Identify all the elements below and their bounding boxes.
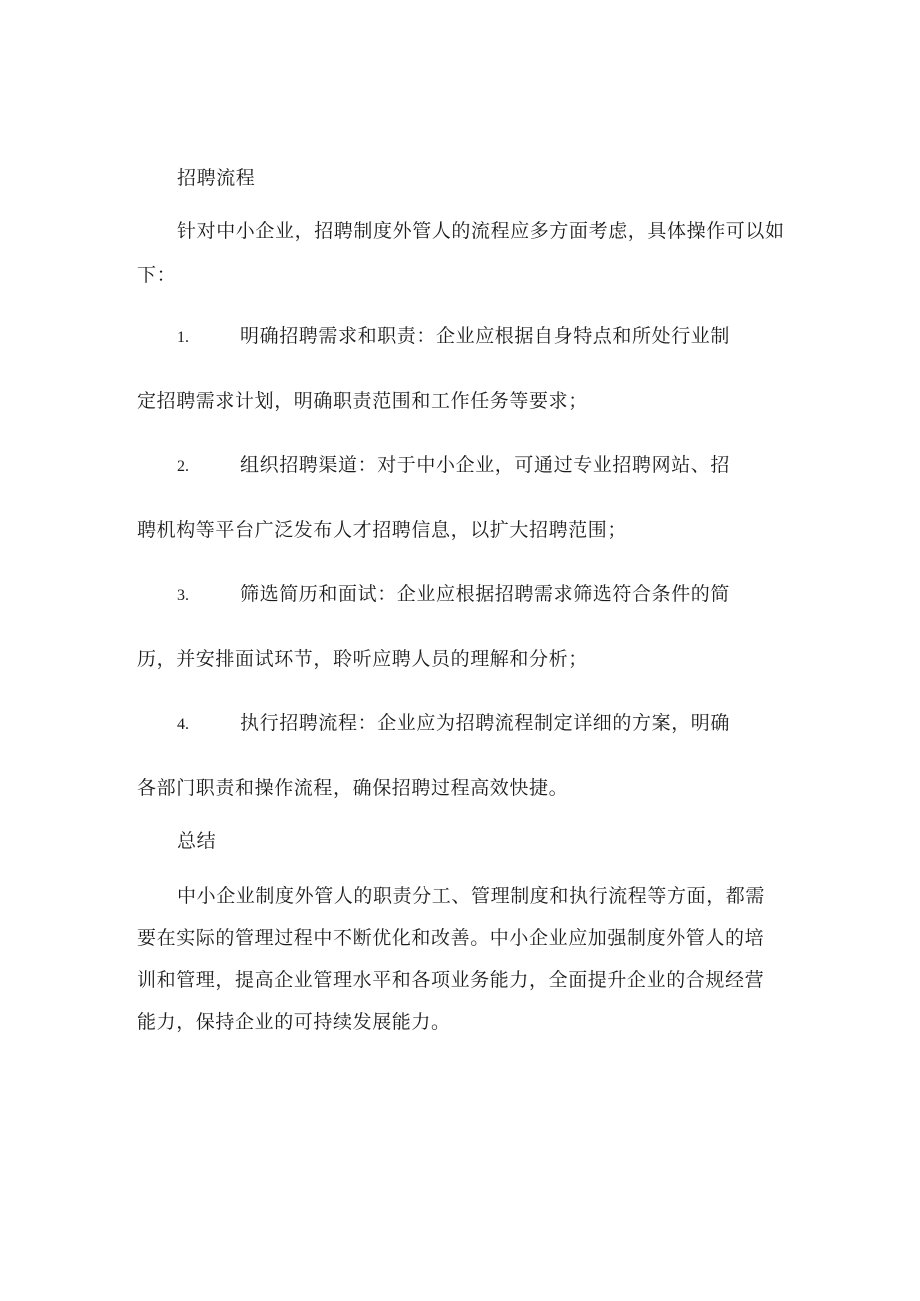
list-item-text: 明确招聘需求和职责：企业应根据自身特点和所处行业制 — [240, 325, 731, 347]
list-item-number: 3. — [177, 587, 189, 604]
section-heading-summary: 总结 — [177, 830, 217, 852]
list-item-text: 执行招聘流程：企业应为招聘流程制定详细的方案，明确 — [240, 712, 731, 734]
list-item-continuation: 聘机构等平台广泛发布人才招聘信息，以扩大招聘范围； — [137, 519, 628, 541]
list-item-text: 组织招聘渠道：对于中小企业，可通过专业招聘网站、招 — [240, 454, 731, 476]
summary-paragraph-line: 中小企业制度外管人的职责分工、管理制度和执行流程等方面，都需 — [177, 885, 766, 907]
list-item-number: 4. — [177, 716, 189, 733]
list-item-continuation: 历，并安排面试环节，聆听应聘人员的理解和分析； — [137, 648, 588, 670]
section-heading-recruitment: 招聘流程 — [177, 167, 256, 189]
summary-paragraph-line: 要在实际的管理过程中不断优化和改善。中小企业应加强制度外管人的培 — [137, 927, 765, 949]
list-item-text: 筛选简历和面试：企业应根据招聘需求筛选符合条件的简 — [240, 583, 731, 605]
list-item-continuation: 各部门职责和操作流程，确保招聘过程高效快捷。 — [137, 777, 569, 799]
summary-paragraph-line: 能力，保持企业的可持续发展能力。 — [137, 1011, 451, 1033]
list-item-continuation: 定招聘需求计划，明确职责范围和工作任务等要求； — [137, 390, 588, 412]
summary-paragraph-line: 训和管理，提高企业管理水平和各项业务能力，全面提升企业的合规经营 — [137, 969, 765, 991]
intro-paragraph-line: 下： — [137, 264, 177, 286]
list-item-number: 2. — [177, 458, 189, 475]
list-item-number: 1. — [177, 329, 189, 346]
intro-paragraph-line: 针对中小企业，招聘制度外管人的流程应多方面考虑，具体操作可以如 — [177, 220, 785, 242]
